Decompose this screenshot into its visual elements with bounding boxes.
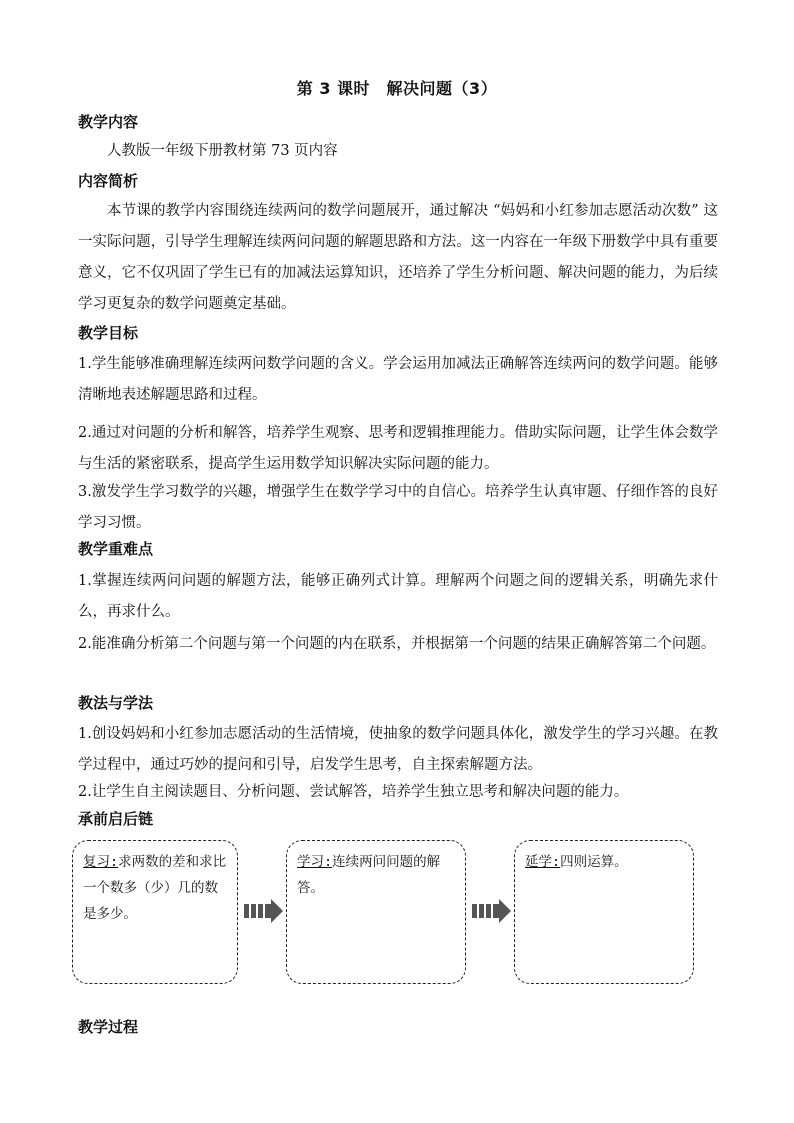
heading-teaching-goals: 教学目标 [78, 324, 139, 342]
keypoint-item-2: 2.能准确分析第二个问题与第一个问题的内在联系，并根据第一个问题的结果正确解答第二个问题。 [78, 636, 716, 652]
content-summary-text: 本节课的教学内容围绕连续两问的数学问题展开，通过解决 “妈妈和小红参加志愿活动次数” 这一实际问题，引导学生理解连续两问问题的解题思路和方法。这一内容在一年级下册数学中具有重要意义，它不仅巩固了学生已有的加减法运算知识，还培养了学生分析问题、解决问题的能力，为后续学习更复杂的数学问题奠定基础。 [78, 203, 718, 312]
lesson-title: 第 3 课时 解决问题（3） [296, 79, 498, 98]
method-item-2: 2.让学生自主阅读题目、分析问题、尝试解答，培养学生独立思考和解决问题的能力。 [78, 784, 629, 800]
method-item-1: 1.创设妈妈和小红参加志愿活动的生活情境，使抽象的数学问题具体化，激发学生的学习兴趣。在教学过程中，通过巧妙的提问和引导，启发学生思考，自主探索解题方法。 [78, 726, 718, 773]
chain-box-learn [286, 840, 466, 984]
heading-methods: 教法与学法 [78, 694, 154, 712]
goal-item-2: 2.通过对问题的分析和解答，培养学生观察、思考和逻辑推理能力。借助实际问题，让学生体会数学与生活的紧密联系，提高学生运用数学知识解决实际问题的能力。 [78, 425, 718, 472]
chain-box-review-label: 复习: [83, 854, 119, 870]
heading-content-summary: 内容简析 [78, 172, 139, 190]
chain-box-learn-text: 连续两问问题的解答。 [297, 854, 441, 896]
chain-box-learn-label: 学习: [297, 854, 333, 870]
teaching-content-text: 人教版一年级下册教材第 73 页内容 [107, 143, 338, 159]
goal-item-1: 1.学生能够准确理解连续两问数学问题的含义。学会运用加减法正确解答连续两问的数学问题。能够清晰地表述解题思路和过程。 [78, 356, 718, 403]
chain-arrow-right-icon [470, 898, 512, 924]
chain-box-extend [514, 840, 694, 984]
heading-lesson-chain: 承前启后链 [78, 810, 154, 828]
heading-teaching-content: 教学内容 [78, 113, 139, 131]
chain-box-review [72, 840, 238, 984]
chain-box-review-text: 求两数的差和求比一个数多（少）几的数是多少。 [83, 854, 227, 922]
keypoint-item-1: 1.掌握连续两问问题的解题方法，能够正确列式计算。理解两个问题之间的逻辑关系，明确先求什么，再求什么。 [78, 573, 718, 620]
heading-key-points: 教学重难点 [78, 540, 154, 558]
heading-teaching-process: 教学过程 [78, 1018, 139, 1036]
chain-arrow-right-icon [242, 898, 284, 924]
chain-box-extend-text: 四则运算。 [560, 854, 628, 870]
chain-box-extend-label: 延学: [525, 854, 561, 870]
goal-item-3: 3.激发学生学习数学的兴趣，增强学生在数学学习中的自信心。培养学生认真审题、仔细作答的良好学习习惯。 [78, 484, 718, 531]
